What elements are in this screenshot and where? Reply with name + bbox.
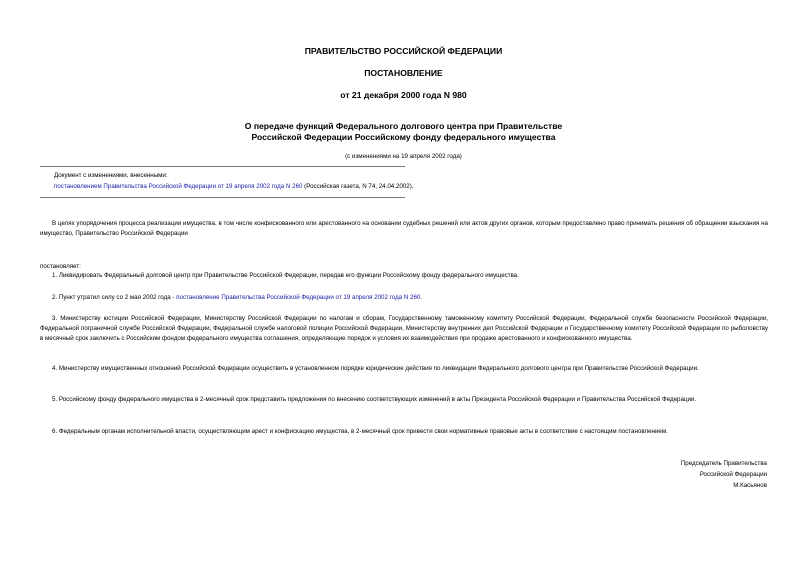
signature-name: М.Касьянов xyxy=(733,482,767,489)
document-title-line-2: Российской Федерации Российскому фонду федерального имущества xyxy=(251,132,556,142)
item-3: 3. Министерству юстиции Российской Федерации, Министерству Российской Федерации по налогам и сборам, Государственному таможенному комитету Российской Федерации, Федеральной службе безопасности Российской Федерации, Федеральной пограничной службе Российской Федерации, Федеральной службе налоговой полиции Российской Федерации, Министерству внутренних дел Российской Федерации и Государственному комитету Российской Федерации по рыболовству в месячный срок заключить с Российским фондом федерального имущества соглашения, определяющие порядок и условия их взаимодействия при продаже арестованного и конфискованного имущества. xyxy=(40,315,768,342)
item-2-text: 2. Пункт утратил силу со 2 мая 2002 года - xyxy=(52,294,177,301)
item-1: 1. Ликвидировать Федеральный долговой центр при Правительстве Российской Федерации, передав его функции Российскому фонду федерального имущества. xyxy=(52,272,519,279)
date-number-heading: от 21 декабря 2000 года N 980 xyxy=(340,90,467,100)
document-type-heading: ПОСТАНОВЛЕНИЕ xyxy=(364,68,443,78)
signature-organization: Российской Федерации xyxy=(699,471,767,478)
government-heading: ПРАВИТЕЛЬСТВО РОССИЙСКОЙ ФЕДЕРАЦИИ xyxy=(304,46,503,56)
item-4: 4. Министерству имущественных отношений Российской Федерации осуществить в установленном порядке юридические действия по ликвидации Федерального долгового центра при Правительстве Российской Федерации. xyxy=(52,365,699,372)
changes-label: Документ с изменениями, внесенными: xyxy=(54,172,168,179)
changes-reference xyxy=(54,183,413,191)
preamble-paragraph: В целях упорядочения процесса реализации имущества, в том числе конфискованного или арестованного на основании судебных решений или актов других органов, которым предоставлено право принимать решения об обращении взыскания на имущество, Правительство Российской Федерации xyxy=(40,220,768,237)
amending-decree-link[interactable]: постановлением Правительства Российской Федерации от 19 апреля 2002 года N 260 xyxy=(54,183,303,190)
item-2 xyxy=(40,293,768,303)
changes-top-rule xyxy=(40,166,405,167)
signature-block xyxy=(681,458,767,491)
item-2-end: . xyxy=(420,294,423,301)
item-5: 5. Российскому фонду федерального имущества в 2-месячный срок представить предложения по внесению соответствующих изменений в акты Президента Российской Федерации и Правительства Российской Федерации. xyxy=(52,396,697,403)
signature-position: Председатель Правительства xyxy=(680,460,767,467)
publication-note: (Российская газета, N 74, 24.04.2002). xyxy=(302,183,414,190)
item-6: 6. Федеральным органам исполнительной власти, осуществляющим арест и конфискацию имущества, в 2-месячный срок привести свои нормативные правовые акты в соответствие с настоящим постановлением. xyxy=(52,428,668,435)
amendment-note: (с изменениями на 19 апреля 2002 года) xyxy=(345,153,462,160)
item-2-link[interactable]: постановление Правительства Российской Федерации от 19 апреля 2002 года N 260 xyxy=(176,294,421,301)
document-title-line-1: О передаче функций Федерального долгового центра при Правительстве xyxy=(244,121,563,131)
changes-bottom-rule xyxy=(40,197,405,198)
decree-word: постановляет: xyxy=(40,263,81,270)
